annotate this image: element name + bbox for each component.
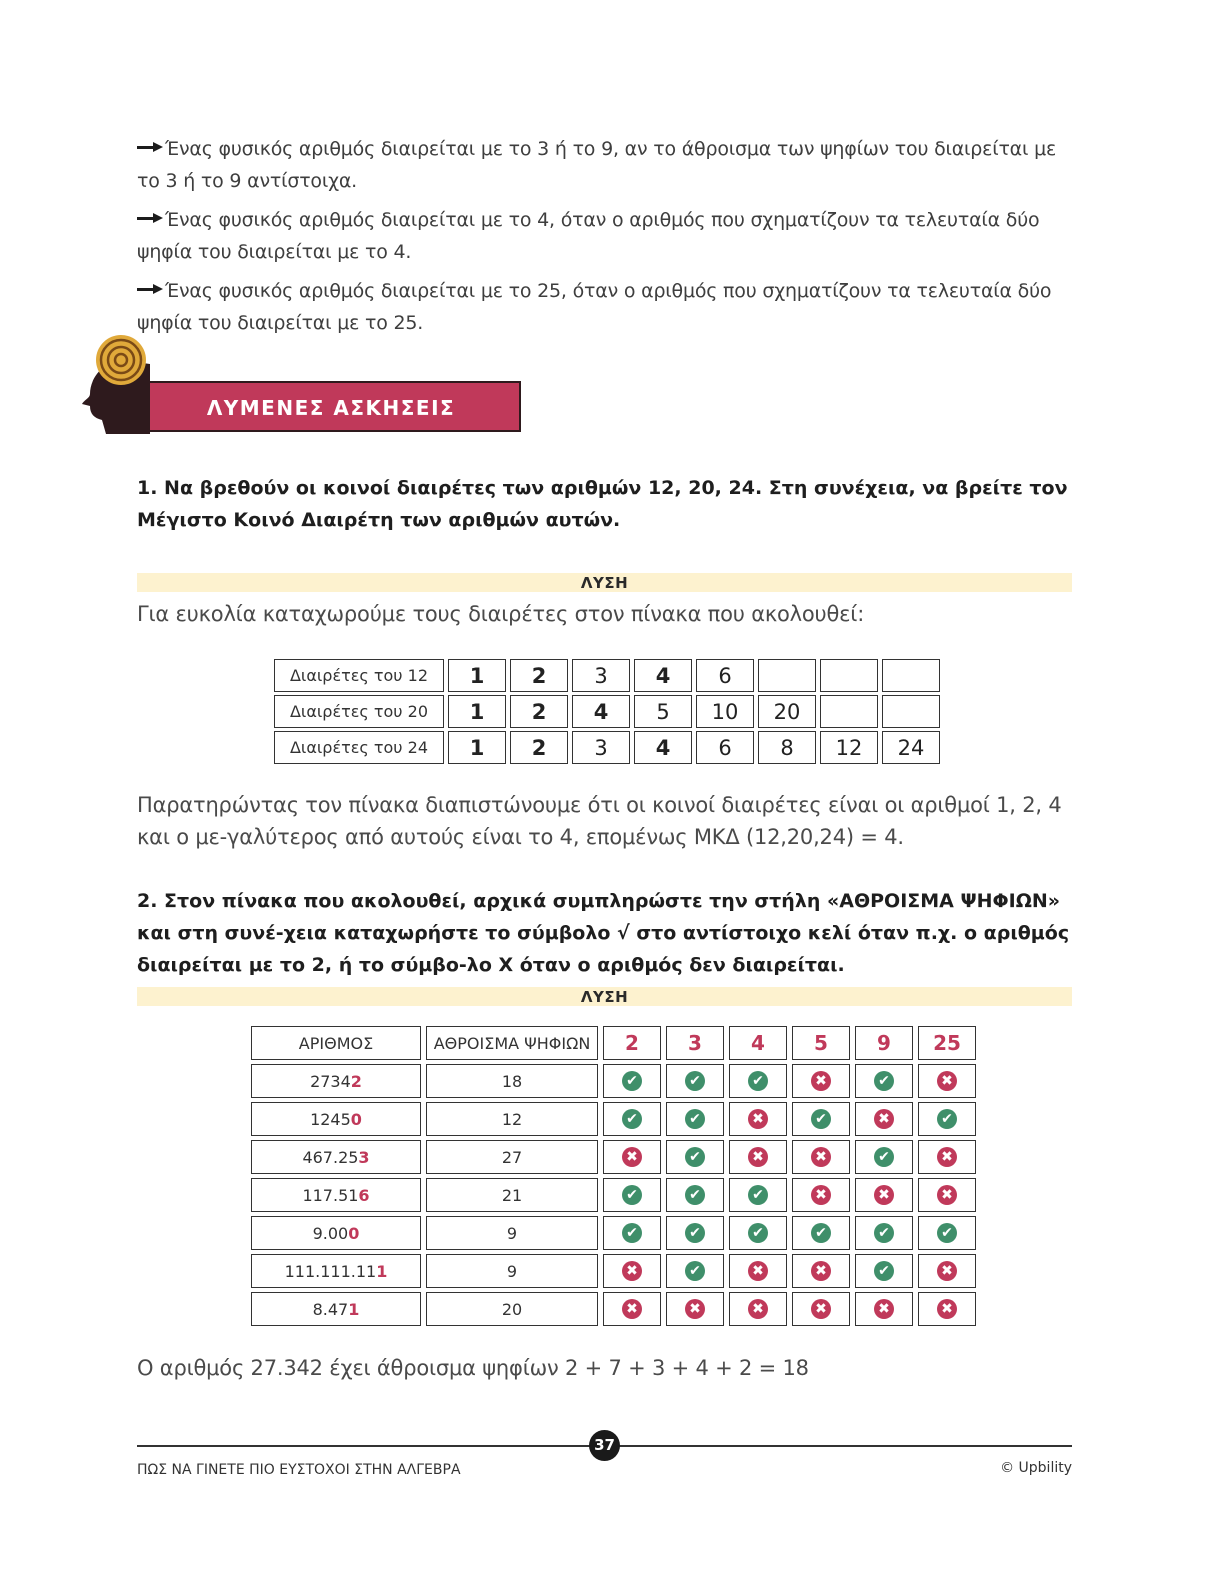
check-circle-icon: ✔: [685, 1109, 705, 1129]
check-circle-icon: ✔: [685, 1147, 705, 1167]
mark-cell: [729, 1102, 787, 1136]
header-divisor: 5: [792, 1026, 850, 1060]
table-row: [274, 731, 940, 764]
header-divisor: 4: [729, 1026, 787, 1060]
header-divisor: 9: [855, 1026, 913, 1060]
digit-sum-cell: 9: [426, 1216, 598, 1250]
header-divisor: 25: [918, 1026, 976, 1060]
mark-cell: [729, 1178, 787, 1212]
check-circle-icon: ✔: [622, 1109, 642, 1129]
number-prefix: 111.111.11: [284, 1261, 377, 1281]
divisor-cell: 2: [510, 731, 568, 764]
check-circle-icon: ✔: [811, 1109, 831, 1129]
mark-cell: [729, 1140, 787, 1174]
divisor-cell: 6: [696, 731, 754, 764]
mark-cell: [729, 1254, 787, 1288]
number-cell: [251, 1292, 421, 1326]
number-last-digit: 1: [376, 1261, 388, 1281]
check-circle-icon: ✔: [685, 1071, 705, 1091]
number-last-digit: 3: [358, 1147, 370, 1167]
mark-cell: [918, 1102, 976, 1136]
table-row: [274, 659, 940, 692]
mark-cell: [603, 1102, 661, 1136]
check-circle-icon: ✔: [811, 1223, 831, 1243]
check-circle-icon: ✔: [622, 1185, 642, 1205]
mark-cell: [666, 1292, 724, 1326]
divisor-cell: 1: [448, 731, 506, 764]
divisor-cell: 1: [448, 659, 506, 692]
table-row: [251, 1102, 976, 1136]
cross-circle-icon: ✖: [811, 1299, 831, 1319]
digit-sum-cell: 21: [426, 1178, 598, 1212]
table-row: [251, 1292, 976, 1326]
number-prefix: 117.51: [302, 1185, 359, 1205]
mark-cell: [918, 1254, 976, 1288]
divisor-cell: 5: [634, 695, 692, 728]
divisor-cell: 1: [448, 695, 506, 728]
mark-cell: [855, 1292, 913, 1326]
row-label: Διαιρέτες του 20: [274, 695, 444, 728]
number-last-digit: 2: [350, 1071, 362, 1091]
mark-cell: [603, 1292, 661, 1326]
number-prefix: 1245: [310, 1109, 351, 1129]
digit-sum-cell: 12: [426, 1102, 598, 1136]
number-prefix: 8.47: [312, 1299, 349, 1319]
mark-cell: [855, 1216, 913, 1250]
cross-circle-icon: ✖: [622, 1147, 642, 1167]
mark-cell: [603, 1254, 661, 1288]
rule-item: Ένας φυσικός αριθμός διαιρείται με το 4, όταν ο αριθμός που σχηματίζουν τα τελευταία δύο ψηφία του διαιρείται με το 4.: [137, 209, 1040, 263]
cross-circle-icon: ✖: [622, 1261, 642, 1281]
table-row: [274, 695, 940, 728]
mark-cell: [918, 1064, 976, 1098]
arrow-right-icon: [137, 284, 163, 294]
number-cell: [251, 1140, 421, 1174]
exercise-1-conclusion: Παρατηρώντας τον πίνακα διαπιστώνουμε ότι οι κοινοί διαιρέτες είναι οι αριθμοί 1, 2, 4 και ο με-γαλύτερος από αυτούς είναι το 4, επομένως ΜΚΔ (12,20,24) = 4.: [137, 793, 1062, 849]
mark-cell: [792, 1216, 850, 1250]
mark-cell: [792, 1140, 850, 1174]
section-banner: [80, 334, 530, 438]
check-circle-icon: ✔: [748, 1185, 768, 1205]
mark-cell: [918, 1216, 976, 1250]
cross-circle-icon: ✖: [937, 1261, 957, 1281]
banner-title: ΛΥΜΕΝΕΣ ΑΣΚΗΣΕΙΣ: [206, 396, 456, 420]
cross-circle-icon: ✖: [811, 1261, 831, 1281]
solution-label: ΛΥΣΗ: [137, 987, 1072, 1006]
table-row: [251, 1216, 976, 1250]
cross-circle-icon: ✖: [685, 1299, 705, 1319]
cross-circle-icon: ✖: [748, 1261, 768, 1281]
divisor-cell: 24: [882, 731, 940, 764]
cross-circle-icon: ✖: [937, 1185, 957, 1205]
mark-cell: [792, 1178, 850, 1212]
mark-cell: [729, 1216, 787, 1250]
divisor-cell: [882, 659, 940, 692]
mark-cell: [855, 1140, 913, 1174]
mark-cell: [666, 1102, 724, 1136]
divisor-cell: 10: [696, 695, 754, 728]
number-prefix: 2734: [310, 1071, 351, 1091]
mark-cell: [603, 1178, 661, 1212]
cross-circle-icon: ✖: [748, 1109, 768, 1129]
table-row: [251, 1140, 976, 1174]
check-circle-icon: ✔: [874, 1223, 894, 1243]
cross-circle-icon: ✖: [622, 1299, 642, 1319]
digit-sum-cell: 9: [426, 1254, 598, 1288]
arrow-right-icon: [137, 213, 163, 223]
number-last-digit: 6: [358, 1185, 370, 1205]
divisibility-table: [246, 1022, 981, 1330]
mark-cell: [603, 1140, 661, 1174]
exercise-2-note: Ο αριθμός 27.342 έχει άθροισμα ψηφίων 2 + 7 + 3 + 4 + 2 = 18: [137, 1356, 809, 1380]
mark-cell: [666, 1178, 724, 1212]
mark-cell: [855, 1178, 913, 1212]
divisor-cell: 8: [758, 731, 816, 764]
check-circle-icon: ✔: [937, 1223, 957, 1243]
divisor-cell: 12: [820, 731, 878, 764]
check-circle-icon: ✔: [874, 1071, 894, 1091]
header-digit-sum: ΑΘΡΟΙΣΜΑ ΨΗΦΙΩΝ: [426, 1026, 598, 1060]
cross-circle-icon: ✖: [748, 1147, 768, 1167]
exercise-1-intro: Για ευκολία καταχωρούμε τους διαιρέτες στον πίνακα που ακολουθεί:: [137, 602, 865, 626]
divisor-cell: 2: [510, 695, 568, 728]
number-cell: [251, 1178, 421, 1212]
divisor-cell: [882, 695, 940, 728]
divisor-cell: 20: [758, 695, 816, 728]
number-cell: [251, 1102, 421, 1136]
number-cell: [251, 1216, 421, 1250]
cross-circle-icon: ✖: [874, 1109, 894, 1129]
mark-cell: [666, 1140, 724, 1174]
arrow-right-icon: [137, 142, 163, 152]
mark-cell: [855, 1254, 913, 1288]
digit-sum-cell: 18: [426, 1064, 598, 1098]
cross-circle-icon: ✖: [811, 1185, 831, 1205]
divisor-cell: [820, 659, 878, 692]
check-circle-icon: ✔: [874, 1261, 894, 1281]
number-prefix: 467.25: [302, 1147, 359, 1167]
mark-cell: [603, 1064, 661, 1098]
divisor-cell: [820, 695, 878, 728]
number-last-digit: 0: [350, 1109, 362, 1129]
table-row: [251, 1254, 976, 1288]
table-row: [251, 1178, 976, 1212]
row-label: Διαιρέτες του 24: [274, 731, 444, 764]
mark-cell: [792, 1102, 850, 1136]
check-circle-icon: ✔: [937, 1109, 957, 1129]
cross-circle-icon: ✖: [748, 1299, 768, 1319]
mark-cell: [729, 1064, 787, 1098]
divisor-cell: 2: [510, 659, 568, 692]
solution-label: ΛΥΣΗ: [137, 573, 1072, 592]
mark-cell: [855, 1064, 913, 1098]
check-circle-icon: ✔: [874, 1147, 894, 1167]
number-cell: [251, 1254, 421, 1288]
header-number: ΑΡΙΘΜΟΣ: [251, 1026, 421, 1060]
mark-cell: [666, 1254, 724, 1288]
exercise-2-question: 2. Στον πίνακα που ακολουθεί, αρχικά συμπληρώστε την στήλη «ΑΘΡΟΙΣΜΑ ΨΗΦΙΩΝ» και στη συνέ-χεια καταχωρήστε το σύμβολο √ στο αντίστοιχο κελί όταν π.χ. ο αριθμός διαιρείται με το 2, ή το σύμβο-λο Χ όταν ο αριθμός δεν διαιρείται.: [137, 890, 1070, 976]
divisor-cell: 4: [572, 695, 630, 728]
header-divisor: 2: [603, 1026, 661, 1060]
table-row: [251, 1064, 976, 1098]
mark-cell: [918, 1292, 976, 1326]
rules-section: [137, 133, 1072, 346]
cross-circle-icon: ✖: [811, 1147, 831, 1167]
check-circle-icon: ✔: [748, 1223, 768, 1243]
mark-cell: [918, 1140, 976, 1174]
divisor-cell: 6: [696, 659, 754, 692]
divisor-cell: 4: [634, 731, 692, 764]
mark-cell: [792, 1064, 850, 1098]
divisor-cell: 3: [572, 731, 630, 764]
mark-cell: [918, 1178, 976, 1212]
header-divisor: 3: [666, 1026, 724, 1060]
divisor-cell: 3: [572, 659, 630, 692]
check-circle-icon: ✔: [685, 1261, 705, 1281]
mark-cell: [666, 1064, 724, 1098]
divisors-table: [270, 656, 944, 767]
mark-cell: [729, 1292, 787, 1326]
number-cell: [251, 1064, 421, 1098]
divisor-cell: [758, 659, 816, 692]
row-label: Διαιρέτες του 12: [274, 659, 444, 692]
table-header-row: [251, 1026, 976, 1060]
exercise-1-question: 1. Να βρεθούν οι κοινοί διαιρέτες των αριθμών 12, 20, 24. Στη συνέχεια, να βρείτε τον Μέγιστο Κοινό Διαιρέτη των αριθμών αυτών.: [137, 477, 1068, 531]
check-circle-icon: ✔: [685, 1223, 705, 1243]
rule-item: Ένας φυσικός αριθμός διαιρείται με το 3 ή το 9, αν το άθροισμα των ψηφίων του διαιρείται με το 3 ή το 9 αντίστοιχα.: [137, 138, 1057, 192]
cross-circle-icon: ✖: [811, 1071, 831, 1091]
number-last-digit: 0: [348, 1223, 360, 1243]
check-circle-icon: ✔: [622, 1223, 642, 1243]
copyright: © Upbility: [1000, 1460, 1072, 1476]
check-circle-icon: ✔: [748, 1071, 768, 1091]
mark-cell: [855, 1102, 913, 1136]
number-last-digit: 1: [348, 1299, 360, 1319]
cross-circle-icon: ✖: [937, 1299, 957, 1319]
page-number: 37: [589, 1430, 620, 1461]
divisor-cell: 4: [634, 659, 692, 692]
cross-circle-icon: ✖: [937, 1071, 957, 1091]
mark-cell: [603, 1216, 661, 1250]
digit-sum-cell: 27: [426, 1140, 598, 1174]
cross-circle-icon: ✖: [874, 1299, 894, 1319]
number-prefix: 9.00: [312, 1223, 349, 1243]
cross-circle-icon: ✖: [874, 1185, 894, 1205]
book-title: ΠΩΣ ΝΑ ΓΙΝΕΤΕ ΠΙΟ ΕΥΣΤΟΧΟΙ ΣΤΗΝ ΑΛΓΕΒΡΑ: [137, 1462, 461, 1478]
head-target-icon: [80, 334, 240, 438]
mark-cell: [792, 1254, 850, 1288]
mark-cell: [792, 1292, 850, 1326]
digit-sum-cell: 20: [426, 1292, 598, 1326]
cross-circle-icon: ✖: [937, 1147, 957, 1167]
check-circle-icon: ✔: [685, 1185, 705, 1205]
rule-item: Ένας φυσικός αριθμός διαιρείται με το 25, όταν ο αριθμός που σχηματίζουν τα τελευταία δύο ψηφία του διαιρείται με το 25.: [137, 280, 1052, 334]
check-circle-icon: ✔: [622, 1071, 642, 1091]
mark-cell: [666, 1216, 724, 1250]
